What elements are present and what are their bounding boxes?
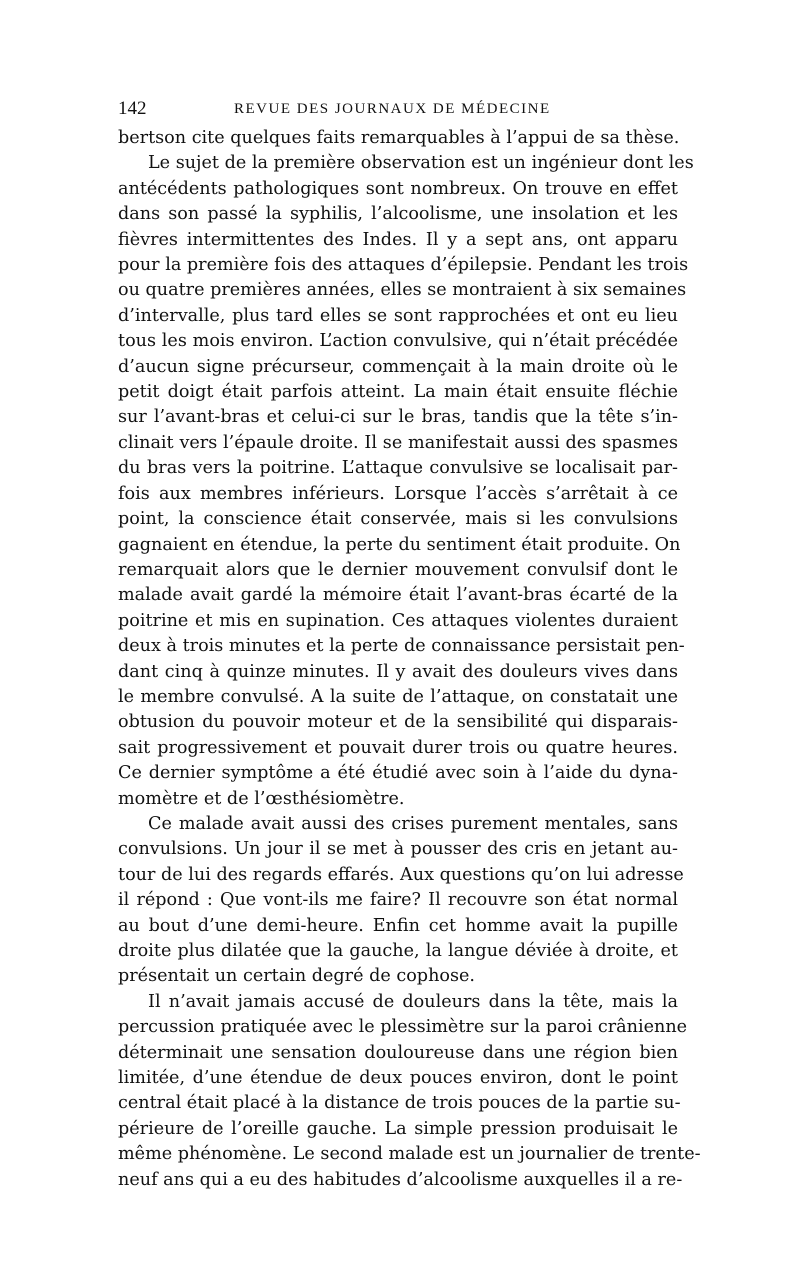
text-line: bertson cite quelques faits remarquables à l’appui de sa thèse. [118, 128, 680, 148]
text-line: Il n’avait jamais accusé de douleurs dans la tête, mais la [148, 991, 678, 1012]
paragraph [118, 126, 678, 151]
text-line: d’intervalle, plus tard elles se sont rapprochées et ont eu lieu [118, 305, 678, 326]
text-line: présentait un certain degré de cophose. [118, 966, 476, 987]
text-line: Le sujet de la première observation est un ingénieur dont les [148, 153, 694, 174]
text-line: au bout d’une demi-heure. Enfin cet homme avait la pupille [118, 915, 678, 936]
text-line: fois aux membres inférieurs. Lorsque l’accès s’arrêtait à ce [118, 483, 678, 504]
text-line: antécédents pathologiques sont nombreux. On trouve en effet [118, 178, 678, 199]
text-line: petit doigt était parfois atteint. La main était ensuite fléchie [118, 382, 678, 403]
text-line: dans son passé la syphilis, l’alcoolisme, une insolation et les [118, 204, 678, 225]
paragraph [118, 151, 694, 812]
text-line: momètre et de l’œsthésiomètre. [118, 788, 405, 809]
text-line: neuf ans qui a eu des habitudes d’alcoolisme auxquelles il a re- [118, 1169, 683, 1190]
paragraph [118, 990, 701, 1193]
text-line: sait progressivement et pouvait durer trois ou quatre heures. [118, 737, 678, 758]
text-line: sur l’avant-bras et celui-ci sur le bras, tandis que la tête s’in- [118, 407, 678, 428]
text-line: tour de lui des regards effarés. Aux questions qu’on lui adresse [118, 864, 684, 885]
text-line: fièvres intermittentes des Indes. Il y a sept ans, ont apparu [118, 229, 678, 250]
text-line: périeure de l’oreille gauche. La simple pression produisait le [118, 1118, 678, 1139]
book-page [118, 92, 701, 1193]
text-line: tous les mois environ. L’action convulsive, qui n’était précédée [118, 331, 678, 352]
text-line: ou quatre premières années, elles se montraient à six semaines [118, 280, 687, 301]
text-line: percussion pratiquée avec le plessimètre sur la paroi crânienne [118, 1017, 688, 1038]
text-line: poitrine et mis en supination. Ces attaques violentes duraient [118, 610, 678, 631]
article-body [118, 126, 701, 1193]
text-line: obtusion du pouvoir moteur et de la sensibilité qui disparais- [118, 712, 678, 733]
running-header [118, 92, 678, 126]
text-line: malade avait gardé la mémoire était l’avant-bras écarté de la [118, 585, 678, 606]
page-number: 142 [118, 98, 147, 119]
text-line: central était placé à la distance de trois pouces de la partie su- [118, 1093, 681, 1114]
text-line: même phénomène. Le second malade est un journalier de trente- [118, 1144, 701, 1165]
text-line: clinait vers l’épaule droite. Il se manifestait aussi des spasmes [118, 432, 678, 453]
text-line: le membre convulsé. A la suite de l’attaque, on constatait une [118, 686, 678, 707]
text-line: convulsions. Un jour il se met à pousser des cris en jetant au- [118, 839, 678, 860]
text-line: droite plus dilatée que la gauche, la langue déviée à droite, et [118, 941, 678, 961]
text-line: point, la conscience était conservée, mais si les convulsions [118, 509, 678, 530]
text-line: Ce dernier symptôme a été étudié avec soin à l’aide du dyna- [118, 763, 678, 784]
text-line: gagnaient en étendue, la perte du sentiment était produite. On [118, 534, 681, 555]
running-title: REVUE DES JOURNAUX DE MÉDECINE [234, 101, 551, 117]
text-line: du bras vers la poitrine. L’attaque convulsive se localisait par- [118, 458, 678, 479]
text-line: il répond : Que vont-ils me faire? Il recouvre son état normal [118, 890, 678, 911]
text-line: dant cinq à quinze minutes. Il y avait des douleurs vives dans [118, 661, 678, 682]
text-line: pour la première fois des attaques d’épilepsie. Pendant les trois [118, 255, 689, 276]
text-line: d’aucun signe précurseur, commençait à la main droite où le [118, 356, 678, 377]
paragraph [118, 812, 684, 990]
text-line: remarquait alors que le dernier mouvement convulsif dont le [118, 559, 678, 580]
text-line: deux à trois minutes et la perte de connaissance persistait pen- [118, 636, 685, 657]
text-line: Ce malade avait aussi des crises purement mentales, sans [148, 813, 678, 834]
text-line: déterminait une sensation douloureuse dans une région bien [118, 1042, 678, 1063]
text-line: limitée, d’une étendue de deux pouces environ, dont le point [118, 1068, 678, 1089]
